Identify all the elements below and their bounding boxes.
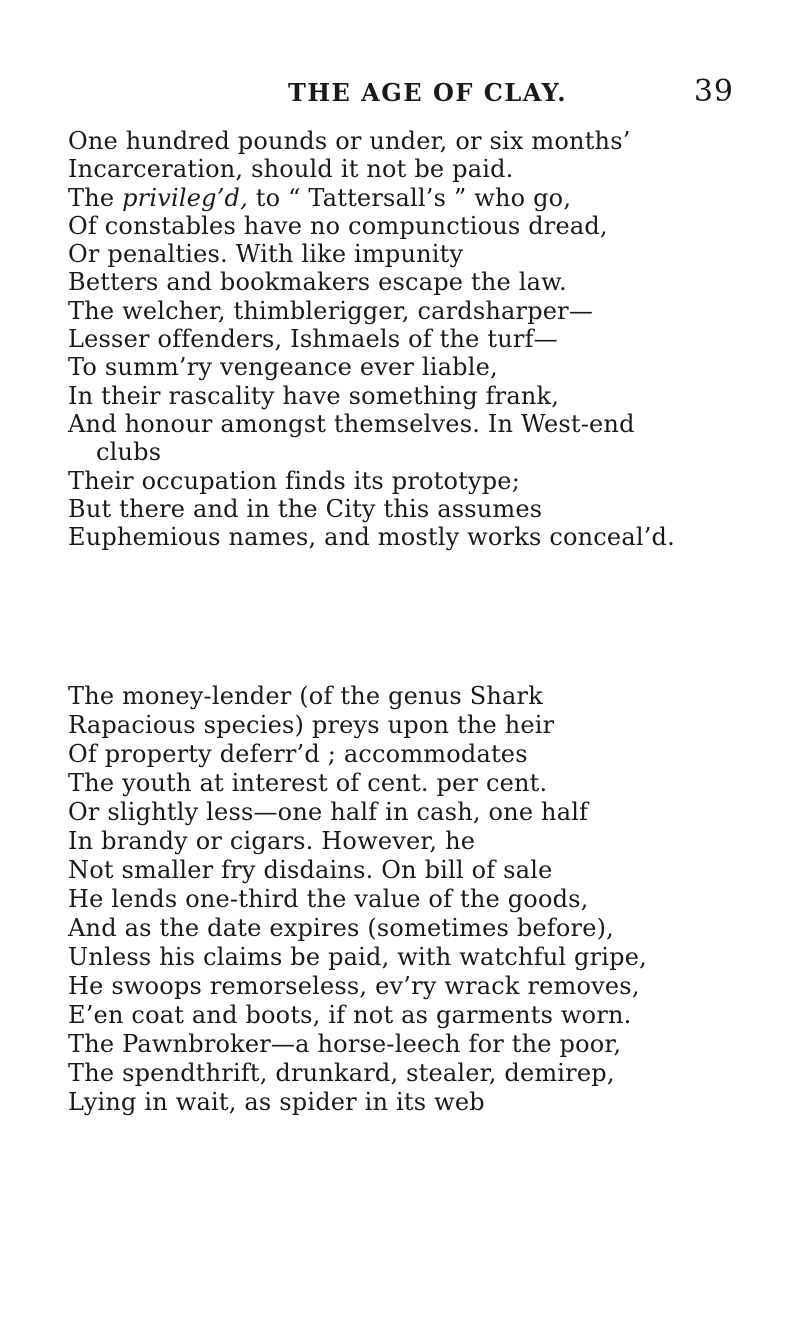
verse-line: Of constables have no compunctious dread, <box>68 211 608 240</box>
verse-line: And as the date expires (sometimes before), <box>68 914 614 942</box>
verse-line: To summ’ry vengeance ever liable, <box>68 353 498 382</box>
verse-line-continuation: clubs <box>96 438 162 467</box>
running-title: THE AGE OF CLAY. <box>288 78 568 107</box>
italic-word: privileg’d, <box>122 183 248 212</box>
verse-line-text: The <box>68 183 123 212</box>
verse-line: One hundred pounds or under, or six months’ <box>68 127 631 155</box>
verse-line: The youth at interest of cent. per cent. <box>68 769 548 797</box>
verse-line: Euphemious names, and mostly works conceal’d. <box>68 523 675 552</box>
verse-line: He swoops remorseless, ev’ry wrack removes, <box>68 972 640 1000</box>
page-header <box>0 74 800 114</box>
verse-line <box>68 184 768 212</box>
verse-line: Rapacious species) preys upon the heir <box>68 711 555 739</box>
verse-line: The welcher, thimblerigger, cardsharper— <box>68 296 594 325</box>
page-number: 39 <box>693 74 734 109</box>
verse-line: Lying in wait, as spider in its web <box>68 1088 485 1116</box>
verse-line: Their occupation finds its prototype; <box>68 466 520 495</box>
verse-line: Or penalties. With like impunity <box>68 240 464 269</box>
verse-line: In brandy or cigars. However, he <box>68 827 476 855</box>
verse-line: Unless his claims be paid, with watchful gripe, <box>68 943 647 971</box>
verse-line: The Pawnbroker—a horse-leech for the poor, <box>68 1030 622 1058</box>
verse-line: And honour amongst themselves. In West-end <box>68 409 635 438</box>
verse-line: Incarceration, should it not be paid. <box>68 155 514 184</box>
verse-line: But there and in the City this assumes <box>68 494 543 523</box>
verse-line: Or slightly less—one half in cash, one half <box>68 798 589 826</box>
verse-line: He lends one-third the value of the goods, <box>68 885 589 913</box>
verse-line: The spendthrift, drunkard, stealer, demirep, <box>68 1059 615 1087</box>
stanza-2 <box>68 682 768 1117</box>
verse-line: In their rascality have something frank, <box>68 381 560 410</box>
verse-line: Not smaller fry disdains. On bill of sale <box>68 856 553 884</box>
verse-line-text: to “ Tattersall’s ” who go, <box>247 183 572 212</box>
verse-line: The money-lender (of the genus Shark <box>68 682 543 710</box>
verse-line: E’en coat and boots, if not as garments worn. <box>68 1001 632 1029</box>
stanza-1 <box>68 127 768 551</box>
verse-line: Betters and bookmakers escape the law. <box>68 268 567 297</box>
verse-line: Of property deferr’d ; accommodates <box>68 740 528 768</box>
verse-line: Lesser offenders, Ishmaels of the turf— <box>68 325 558 354</box>
